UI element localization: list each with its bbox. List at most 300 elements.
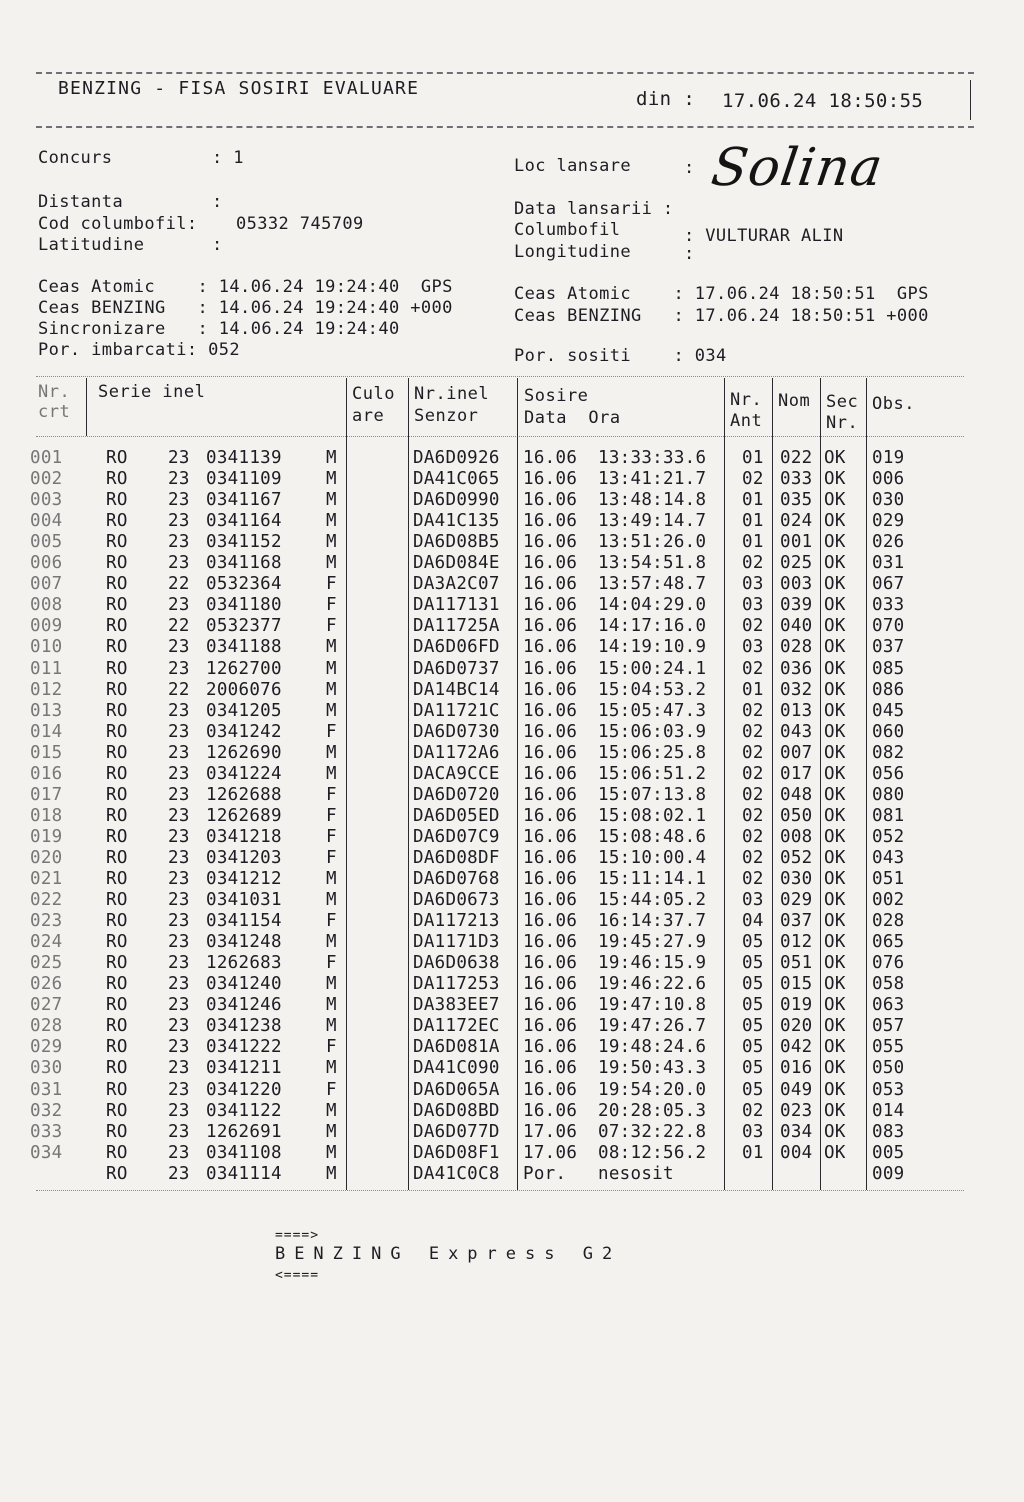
sensor-ring: DA11721C	[413, 700, 500, 721]
th-nom: Nom	[778, 391, 811, 411]
arrival-date: 16.06	[523, 616, 578, 637]
loc-lansare-label: Loc lansare	[514, 156, 631, 176]
ring-year: 23	[168, 490, 190, 511]
clock-right-line1: Ceas Atomic : 17.06.24 18:50:51 GPS	[514, 284, 929, 304]
row-number: 023	[30, 911, 63, 932]
pigeon-sex: M	[326, 490, 337, 511]
pigeon-sex: M	[326, 532, 337, 553]
row-number: 005	[30, 532, 63, 553]
th-nr-inel: Nr.inel	[414, 384, 490, 404]
arrival-date: Por.	[523, 1163, 567, 1184]
th-data-ora: Data Ora	[524, 408, 621, 428]
pigeon-sex: M	[326, 995, 337, 1016]
ring-country: RO	[106, 637, 128, 658]
antenna-number: 02	[742, 763, 764, 784]
sensor-ring: DA6D0673	[413, 890, 500, 911]
antenna-number: 02	[742, 742, 764, 763]
report-title: BENZING - FISA SOSIRI EVALUARE	[58, 78, 420, 99]
nominal-number: 028	[780, 637, 813, 658]
ring-number: 0341168	[206, 553, 282, 574]
nominal-number: 007	[780, 742, 813, 763]
th-senzor: Senzor	[414, 406, 479, 426]
nominal-number: 004	[780, 1142, 813, 1163]
sensor-ring: DA6D077D	[413, 1121, 500, 1142]
antenna-number: 05	[742, 1016, 764, 1037]
ring-number: 0341154	[206, 911, 282, 932]
table-row	[0, 827, 1024, 848]
ring-country: RO	[106, 1058, 128, 1079]
ring-country: RO	[106, 911, 128, 932]
row-number: 028	[30, 1016, 63, 1037]
ring-number: 0341167	[206, 490, 282, 511]
ring-year: 23	[168, 1100, 190, 1121]
th-sosire: Sosire	[524, 386, 589, 406]
antenna-number: 02	[742, 553, 764, 574]
observation: 037	[872, 637, 905, 658]
antenna-number: 05	[742, 1079, 764, 1100]
row-number: 027	[30, 995, 63, 1016]
security-status: OK	[824, 763, 846, 784]
ring-country: RO	[106, 826, 128, 847]
table-row	[0, 1122, 1024, 1143]
ring-country: RO	[106, 742, 128, 763]
ring-year: 23	[168, 869, 190, 889]
observation: 045	[872, 700, 905, 721]
arrival-date: 17.06	[523, 1121, 578, 1142]
arrival-date: 16.06	[523, 869, 578, 889]
table-row	[0, 1143, 1024, 1164]
arrival-time: 15:06:51.2	[598, 763, 707, 784]
security-status: OK	[824, 553, 846, 574]
pigeon-sex: F	[326, 616, 337, 637]
observation: 009	[872, 1163, 905, 1184]
security-status: OK	[824, 911, 846, 932]
arrival-time: 14:19:10.9	[598, 637, 707, 658]
nominal-number: 016	[780, 1058, 813, 1079]
ring-number: 0341248	[206, 932, 282, 953]
security-status: OK	[824, 1142, 846, 1163]
security-status: OK	[824, 595, 846, 616]
observation: 067	[872, 574, 905, 595]
arrival-date: 16.06	[523, 511, 578, 532]
row-number: 034	[30, 1142, 63, 1163]
nominal-number: 032	[780, 679, 813, 700]
nominal-number: 001	[780, 532, 813, 553]
th-nr-ant-2: Ant	[730, 411, 763, 431]
ring-number: 0341180	[206, 595, 282, 616]
nominal-number: 040	[780, 616, 813, 637]
sensor-ring: DA41C135	[413, 511, 500, 532]
sensor-ring: DA6D08B5	[413, 532, 500, 553]
arrival-date: 16.06	[523, 953, 578, 974]
distanta-label: Distanta	[38, 192, 124, 212]
arrival-time: 15:05:47.3	[598, 700, 707, 721]
table-row	[0, 995, 1024, 1016]
arrival-time: 13:54:51.8	[598, 553, 707, 574]
arrival-date: 16.06	[523, 1079, 578, 1100]
row-number: 003	[30, 490, 63, 511]
th-sec-1: Sec	[826, 392, 859, 412]
arrival-date: 16.06	[523, 995, 578, 1016]
observation: 082	[872, 742, 905, 763]
sensor-ring: DA6D08F1	[413, 1142, 500, 1163]
arrival-date: 16.06	[523, 826, 578, 847]
pigeon-sex: M	[326, 679, 337, 700]
nominal-number: 037	[780, 911, 813, 932]
nominal-number: 036	[780, 658, 813, 679]
table-row	[0, 1016, 1024, 1037]
clock-left-line1: Ceas Atomic : 14.06.24 19:24:40 GPS	[38, 277, 453, 297]
ring-country: RO	[106, 679, 128, 700]
ring-country: RO	[106, 847, 128, 868]
observation: 031	[872, 553, 905, 574]
arrival-date: 16.06	[523, 658, 578, 679]
observation: 055	[872, 1037, 905, 1058]
antenna-number: 02	[742, 616, 764, 637]
antenna-number: 02	[742, 658, 764, 679]
ring-year: 23	[168, 784, 190, 805]
th-crt: crt	[38, 402, 71, 422]
antenna-number: 02	[742, 469, 764, 490]
ring-number: 1262691	[206, 1121, 282, 1142]
security-status: OK	[824, 490, 846, 511]
row-number: 016	[30, 763, 63, 784]
arrival-time: 13:51:26.0	[598, 532, 707, 553]
arrival-date: 16.06	[523, 490, 578, 511]
observation: 056	[872, 763, 905, 784]
antenna-number: 01	[742, 448, 764, 468]
footer-left-arrow: ====>	[274, 1228, 320, 1243]
arrival-time: 15:11:14.1	[598, 869, 707, 889]
arrival-date: 16.06	[523, 847, 578, 868]
arrival-time: 19:45:27.9	[598, 932, 707, 953]
nominal-number: 024	[780, 511, 813, 532]
row-number: 015	[30, 742, 63, 763]
ring-country: RO	[106, 890, 128, 911]
ring-number: 0341108	[206, 1142, 282, 1163]
pigeon-sex: M	[326, 932, 337, 953]
data-lansarii-label: Data lansarii :	[514, 199, 674, 219]
nominal-number: 012	[780, 932, 813, 953]
nominal-number: 025	[780, 553, 813, 574]
row-number: 031	[30, 1079, 63, 1100]
table-row	[0, 1058, 1024, 1079]
ring-country: RO	[106, 574, 128, 595]
arrival-date: 16.06	[523, 448, 578, 468]
sensor-ring: DA6D0737	[413, 658, 500, 679]
security-status: OK	[824, 932, 846, 953]
arrival-date: 16.06	[523, 784, 578, 805]
table-row	[0, 743, 1024, 764]
table-row	[0, 1101, 1024, 1122]
sensor-ring: DA1172A6	[413, 742, 500, 763]
antenna-number: 03	[742, 637, 764, 658]
sensor-ring: DA117131	[413, 595, 500, 616]
ring-number: 0341152	[206, 532, 282, 553]
table-row	[0, 869, 1024, 890]
cod-columbofil-value: 05332 745709	[236, 214, 364, 234]
arrival-date: 17.06	[523, 1142, 578, 1163]
security-status: OK	[824, 511, 846, 532]
security-status: OK	[824, 679, 846, 700]
table-row	[0, 532, 1024, 553]
arrival-date: 16.06	[523, 700, 578, 721]
ring-year: 23	[168, 1037, 190, 1058]
latitudine-label: Latitudine	[38, 235, 145, 255]
pigeon-sex: M	[326, 763, 337, 784]
clock-left-line4: Por. imbarcati: 052	[38, 340, 241, 360]
antenna-number: 02	[742, 826, 764, 847]
nominal-number: 029	[780, 890, 813, 911]
row-number: 014	[30, 721, 63, 742]
pigeon-sex: M	[326, 1100, 337, 1121]
arrival-time: 13:48:14.8	[598, 490, 707, 511]
security-status: OK	[824, 1058, 846, 1079]
pigeon-sex: F	[326, 953, 337, 974]
ring-country: RO	[106, 763, 128, 784]
antenna-number: 05	[742, 1058, 764, 1079]
table-row	[0, 806, 1024, 827]
observation: 026	[872, 532, 905, 553]
sensor-ring: DA6D065A	[413, 1079, 500, 1100]
pigeon-sex: F	[326, 1037, 337, 1058]
observation: 002	[872, 890, 905, 911]
th-nr: Nr.	[38, 382, 71, 402]
sensor-ring: DA41C090	[413, 1058, 500, 1079]
sensor-ring: DA41C0C8	[413, 1163, 500, 1184]
antenna-number: 02	[742, 784, 764, 805]
arrival-date: 16.06	[523, 595, 578, 616]
nominal-number: 023	[780, 1100, 813, 1121]
arrival-time: 15:07:13.8	[598, 784, 707, 805]
table-row	[0, 911, 1024, 932]
arrival-date: 16.06	[523, 679, 578, 700]
pigeon-sex: M	[326, 869, 337, 889]
antenna-number: 01	[742, 511, 764, 532]
row-number: 022	[30, 890, 63, 911]
antenna-number: 03	[742, 1121, 764, 1142]
security-status: OK	[824, 700, 846, 721]
ring-country: RO	[106, 784, 128, 805]
row-number: 032	[30, 1100, 63, 1121]
ring-number: 2006076	[206, 679, 282, 700]
ring-number: 0341211	[206, 1058, 282, 1079]
observation: 043	[872, 847, 905, 868]
observation: 060	[872, 721, 905, 742]
ring-year: 23	[168, 1058, 190, 1079]
arrival-date: 16.06	[523, 763, 578, 784]
ring-year: 23	[168, 595, 190, 616]
ring-country: RO	[106, 553, 128, 574]
nominal-number: 015	[780, 974, 813, 995]
ring-country: RO	[106, 1163, 128, 1184]
table-row	[0, 722, 1024, 743]
security-status: OK	[824, 826, 846, 847]
pigeon-sex: F	[326, 574, 337, 595]
ring-number: 0341222	[206, 1037, 282, 1058]
arrival-time: 19:46:22.6	[598, 974, 707, 995]
ring-country: RO	[106, 932, 128, 953]
observation: 051	[872, 869, 905, 889]
ring-number: 1262700	[206, 658, 282, 679]
ring-number: 0341218	[206, 826, 282, 847]
ring-country: RO	[106, 721, 128, 742]
latitudine-value: :	[212, 235, 223, 255]
ring-number: 0532377	[206, 616, 282, 637]
clock-left-line3: Sincronizare : 14.06.24 19:24:40	[38, 319, 400, 339]
ring-year: 23	[168, 553, 190, 574]
security-status: OK	[824, 869, 846, 889]
arrival-date: 16.06	[523, 1037, 578, 1058]
table-row	[0, 932, 1024, 953]
pigeon-sex: F	[326, 911, 337, 932]
security-status: OK	[824, 532, 846, 553]
ring-country: RO	[106, 469, 128, 490]
security-status: OK	[824, 953, 846, 974]
table-row	[0, 659, 1024, 680]
observation: 058	[872, 974, 905, 995]
concurs-value: : 1	[212, 148, 244, 168]
antenna-number: 02	[742, 700, 764, 721]
ring-number: 0341188	[206, 637, 282, 658]
arrival-time: 20:28:05.3	[598, 1100, 707, 1121]
antenna-number: 05	[742, 995, 764, 1016]
antenna-number: 03	[742, 595, 764, 616]
pigeon-sex: F	[326, 826, 337, 847]
pigeon-sex: M	[326, 637, 337, 658]
ring-number: 0341238	[206, 1016, 282, 1037]
ring-number: 0532364	[206, 574, 282, 595]
ring-country: RO	[106, 1079, 128, 1100]
cod-columbofil-label: Cod columbofil:	[38, 214, 198, 234]
table-row	[0, 1037, 1024, 1058]
security-status: OK	[824, 721, 846, 742]
antenna-number: 05	[742, 932, 764, 953]
row-number: 024	[30, 932, 63, 953]
observation: 028	[872, 911, 905, 932]
table-row	[0, 1164, 1024, 1185]
ring-number: 0341164	[206, 511, 282, 532]
ring-number: 0341139	[206, 448, 282, 468]
columbofil-value: : VULTURAR ALIN	[684, 226, 844, 246]
sensor-ring: DA6D0926	[413, 448, 500, 468]
nominal-number: 050	[780, 805, 813, 826]
arrival-date: 16.06	[523, 974, 578, 995]
row-number: 018	[30, 805, 63, 826]
ring-country: RO	[106, 974, 128, 995]
longitudine-label: Longitudine	[514, 242, 631, 262]
observation: 070	[872, 616, 905, 637]
antenna-number: 02	[742, 847, 764, 868]
ring-number: 0341031	[206, 890, 282, 911]
table-row	[0, 490, 1024, 511]
security-status: OK	[824, 784, 846, 805]
ring-year: 23	[168, 1016, 190, 1037]
table-row	[0, 953, 1024, 974]
ring-year: 23	[168, 932, 190, 953]
ring-year: 23	[168, 1142, 190, 1163]
ring-number: 1262689	[206, 805, 282, 826]
antenna-number: 02	[742, 1100, 764, 1121]
loc-lansare-handwritten: Solina	[707, 138, 887, 198]
row-number: 010	[30, 637, 63, 658]
antenna-number: 05	[742, 953, 764, 974]
security-status: OK	[824, 847, 846, 868]
observation: 014	[872, 1100, 905, 1121]
observation: 076	[872, 953, 905, 974]
arrival-date: 16.06	[523, 553, 578, 574]
nominal-number: 033	[780, 469, 813, 490]
ring-number: 0341212	[206, 869, 282, 889]
table-row	[0, 616, 1024, 637]
sensor-ring: DA6D06FD	[413, 637, 500, 658]
table-row	[0, 785, 1024, 806]
columbofil-label: Columbofil	[514, 220, 621, 240]
arrival-time: 15:08:48.6	[598, 826, 707, 847]
pigeon-sex: F	[326, 595, 337, 616]
footer-right-arrow: <====	[274, 1268, 320, 1283]
nominal-number: 043	[780, 721, 813, 742]
nominal-number: 039	[780, 595, 813, 616]
pigeon-sex: M	[326, 890, 337, 911]
ring-number: 0341203	[206, 847, 282, 868]
observation: 006	[872, 469, 905, 490]
observation: 057	[872, 1016, 905, 1037]
row-number: 026	[30, 974, 63, 995]
ring-year: 23	[168, 700, 190, 721]
pigeon-sex: M	[326, 1016, 337, 1037]
ring-year: 23	[168, 658, 190, 679]
observation: 050	[872, 1058, 905, 1079]
security-status: OK	[824, 1037, 846, 1058]
sensor-ring: DA6D084E	[413, 553, 500, 574]
arrival-time: 19:47:26.7	[598, 1016, 707, 1037]
pigeon-sex: F	[326, 721, 337, 742]
sensor-ring: DA117253	[413, 974, 500, 995]
ring-year: 23	[168, 805, 190, 826]
arrival-date: 16.06	[523, 890, 578, 911]
antenna-number: 03	[742, 890, 764, 911]
table-row	[0, 764, 1024, 785]
distanta-value: :	[212, 192, 223, 212]
table-row	[0, 574, 1024, 595]
antenna-number: 01	[742, 679, 764, 700]
table-row	[0, 1080, 1024, 1101]
ring-year: 23	[168, 448, 190, 468]
report-date-value: 17.06.24 18:50:55	[722, 90, 924, 112]
observation: 030	[872, 490, 905, 511]
security-status: OK	[824, 890, 846, 911]
sensor-ring: DA117213	[413, 911, 500, 932]
table-header-bottom-border	[36, 436, 964, 437]
pigeon-sex: F	[326, 847, 337, 868]
row-number: 030	[30, 1058, 63, 1079]
ring-year: 23	[168, 721, 190, 742]
row-number: 025	[30, 953, 63, 974]
th-serie-inel: Serie inel	[98, 382, 206, 402]
ring-year: 23	[168, 637, 190, 658]
concurs-label: Concurs	[38, 148, 113, 168]
pigeon-sex: F	[326, 1079, 337, 1100]
arrival-date: 16.06	[523, 469, 578, 490]
pigeon-sex: M	[326, 974, 337, 995]
ring-country: RO	[106, 953, 128, 974]
loc-lansare-colon: :	[684, 158, 695, 178]
nominal-number: 019	[780, 995, 813, 1016]
antenna-number: 02	[742, 721, 764, 742]
arrival-date: 16.06	[523, 1058, 578, 1079]
sensor-ring: DA383EE7	[413, 995, 500, 1016]
